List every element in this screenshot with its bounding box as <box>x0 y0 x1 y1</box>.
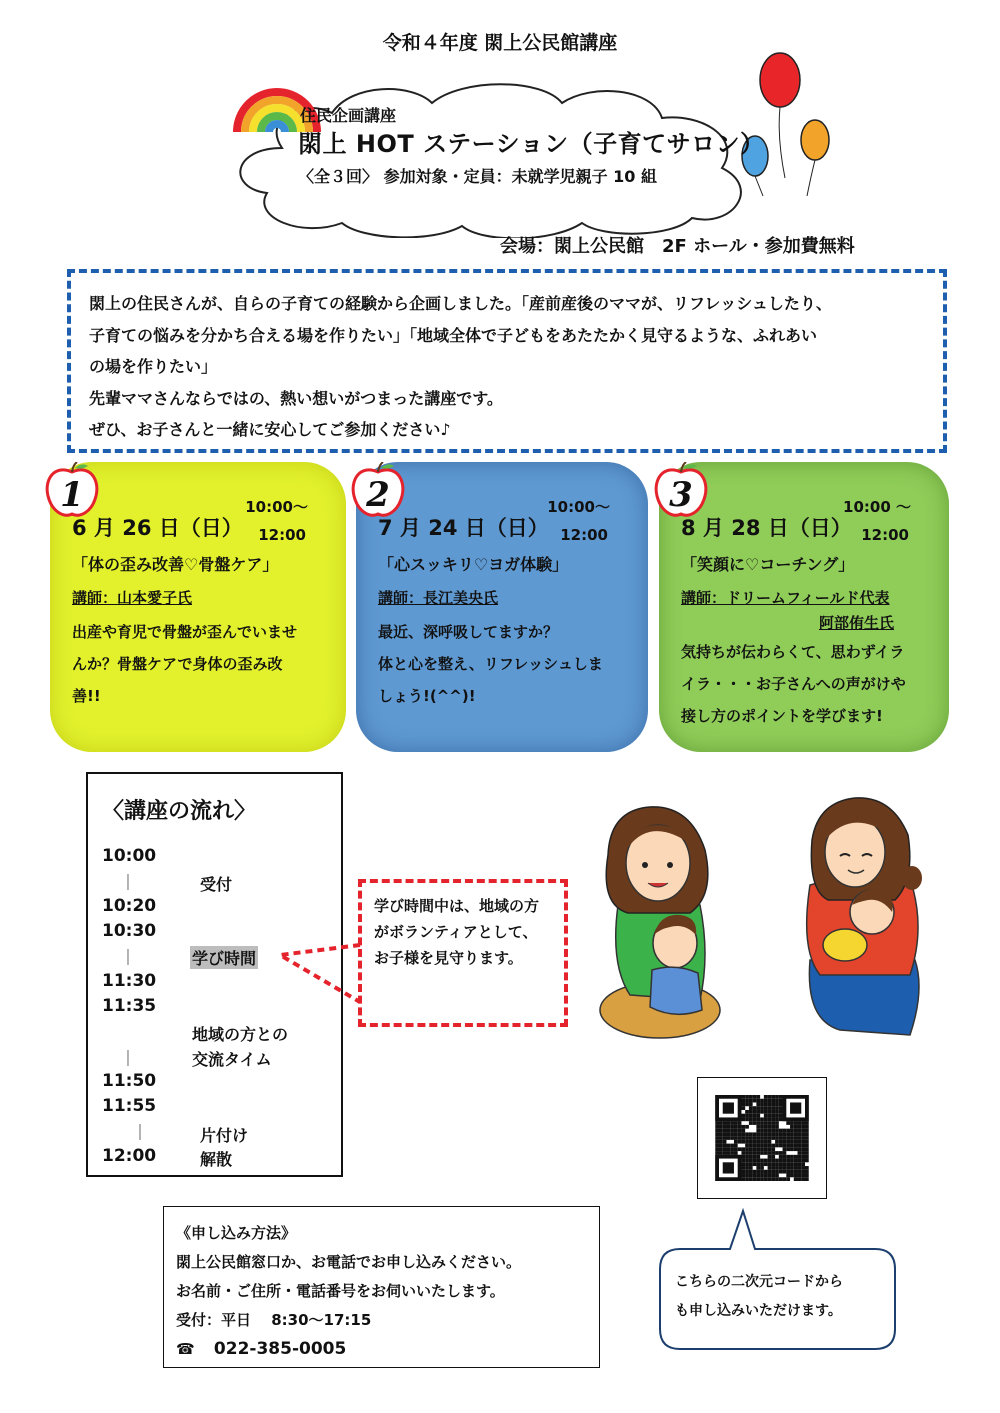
header-subtitle: 住民企画講座 <box>300 106 397 125</box>
session-date: 8 月 28 日（日） <box>681 516 852 540</box>
session-lecturer: 講師：山本愛子氏 <box>72 589 193 607</box>
session-card-2 <box>356 462 648 752</box>
desc-line: 最近、深呼吸してますか？ <box>378 623 559 641</box>
intro-box <box>67 269 947 453</box>
session-lecturer: 講師：長江美央氏 <box>378 589 499 607</box>
mother-hugging-baby-illustration <box>800 790 925 1040</box>
page-title: 閖上 HOT ステーション（子育てサロン） <box>298 130 765 158</box>
schedule-bar: ｜ <box>132 1123 149 1142</box>
intro-line: ぜひ、お子さんと一緒に安心してご参加ください♪ <box>89 420 451 439</box>
schedule-time: 11:50 <box>102 1071 157 1091</box>
schedule-time: 11:30 <box>102 971 157 991</box>
session-number: 1 <box>60 475 84 515</box>
schedule-bar: ｜ <box>120 1049 137 1068</box>
desc-line: んか？骨盤ケアで身体の歪み改 <box>72 655 283 673</box>
schedule-activity: 交流タイム <box>192 1050 272 1069</box>
session-time-start: 10:00 ～ <box>843 498 911 516</box>
session-date: 6 月 26 日（日） <box>72 516 243 540</box>
session-time-start: 10:00～ <box>547 498 610 516</box>
session-description <box>72 616 332 712</box>
intro-line: の場を作りたい」 <box>89 357 218 376</box>
mother-with-baby-illustration <box>590 795 730 1040</box>
desc-line: 出産や育児で骨盤が歪んでいませ <box>72 623 298 641</box>
phone-icon: ☎ <box>176 1340 195 1358</box>
header-top-line: 令和４年度 閖上公民館講座 <box>382 32 618 54</box>
schedule-time: 10:00 <box>102 846 157 866</box>
application-heading: 《申し込み方法》 <box>176 1224 297 1242</box>
schedule-activity: 解散 <box>200 1150 233 1169</box>
session-description <box>681 636 935 732</box>
schedule-activity: 受付 <box>200 875 233 894</box>
session-description <box>378 616 634 712</box>
session-card-1 <box>50 462 346 752</box>
application-box <box>163 1206 600 1368</box>
callout-pointer <box>270 940 365 1010</box>
session-number: 2 <box>366 475 390 515</box>
session-time-end: 12:00 <box>560 526 608 544</box>
desc-line: イラ・・・お子さんへの声がけや <box>681 675 906 693</box>
session-title: 「体の歪み改善♡骨盤ケア」 <box>72 555 279 574</box>
session-card-3 <box>659 462 949 752</box>
schedule-activity: 片付け <box>200 1126 249 1145</box>
header-info: 〈全３回〉 参加対象・定員：未就学児親子 10 組 <box>298 167 657 186</box>
intro-line: 子育ての悩みを分かち合える場を作りたい」「地域全体で子どもをあたたかく見守るような、ふれあい <box>89 325 818 345</box>
venue-info: 会場：閖上公民館 2F ホール・参加費無料 <box>500 236 855 257</box>
session-number: 3 <box>669 475 693 515</box>
desc-line: 気持ちが伝わらくて、思わずイラ <box>681 643 905 661</box>
schedule-activity: 地域の方との <box>192 1025 289 1044</box>
desc-line: しょう!(^^)! <box>378 687 476 705</box>
session-lecturer-name: 阿部侑生氏 <box>819 614 895 632</box>
desc-line: 接し方のポイントを学びます! <box>681 707 883 725</box>
application-line: お名前・ご住所・電話番号をお伺いいたします。 <box>176 1282 505 1300</box>
schedule-time: 12:00 <box>102 1146 157 1166</box>
session-date: 7 月 24 日（日） <box>378 516 549 540</box>
intro-line: 閖上の住民さんが、自らの子育ての経験から企画しました。「産前産後のママが、リフレッシュしたり、 <box>89 294 832 313</box>
schedule-time: 11:35 <box>102 996 157 1016</box>
qr-code-frame <box>697 1077 827 1199</box>
application-hours: 受付：平日 8:30～17:15 <box>176 1311 372 1329</box>
schedule-activity-study: 学び時間 <box>190 946 258 969</box>
schedule-title: 〈講座の流れ〉 <box>102 799 257 824</box>
volunteer-callout: 学び時間中は、地域の方がボランティアとして、お子様を見守ります。 <box>358 879 568 1027</box>
session-time-end: 12:00 <box>258 526 306 544</box>
schedule-bar: ｜ <box>120 948 137 967</box>
desc-line: 体と心を整え、リフレッシュしま <box>378 655 603 673</box>
session-time-start: 10:00～ <box>245 498 308 516</box>
desc-line: 善!! <box>72 687 101 705</box>
qr-code-icon[interactable] <box>715 1095 809 1181</box>
application-phone-row <box>176 1335 587 1364</box>
application-line: 閖上公民館窓口か、お電話でお申し込みください。 <box>176 1253 522 1271</box>
session-lecturer: 講師：ドリームフィールド代表 <box>681 589 890 607</box>
schedule-time: 11:55 <box>102 1096 157 1116</box>
balloons-icon <box>735 48 845 198</box>
qr-note <box>675 1268 885 1326</box>
session-title: 「笑顔に♡コーチング」 <box>681 555 855 574</box>
intro-line: 先輩ママさんならではの、熱い想いがつまった講座です。 <box>89 388 503 408</box>
schedule-time: 10:30 <box>102 921 157 941</box>
session-title: 「心スッキリ♡ヨガ体験」 <box>378 555 569 574</box>
schedule-time: 10:20 <box>102 896 157 916</box>
session-time-end: 12:00 <box>861 526 909 544</box>
qr-note-line: も申し込みいただけます。 <box>675 1303 842 1319</box>
qr-note-line: こちらの二次元コードから <box>675 1274 843 1290</box>
phone-number[interactable]: 022-385-0005 <box>213 1339 347 1359</box>
schedule-bar: ｜ <box>120 873 137 892</box>
